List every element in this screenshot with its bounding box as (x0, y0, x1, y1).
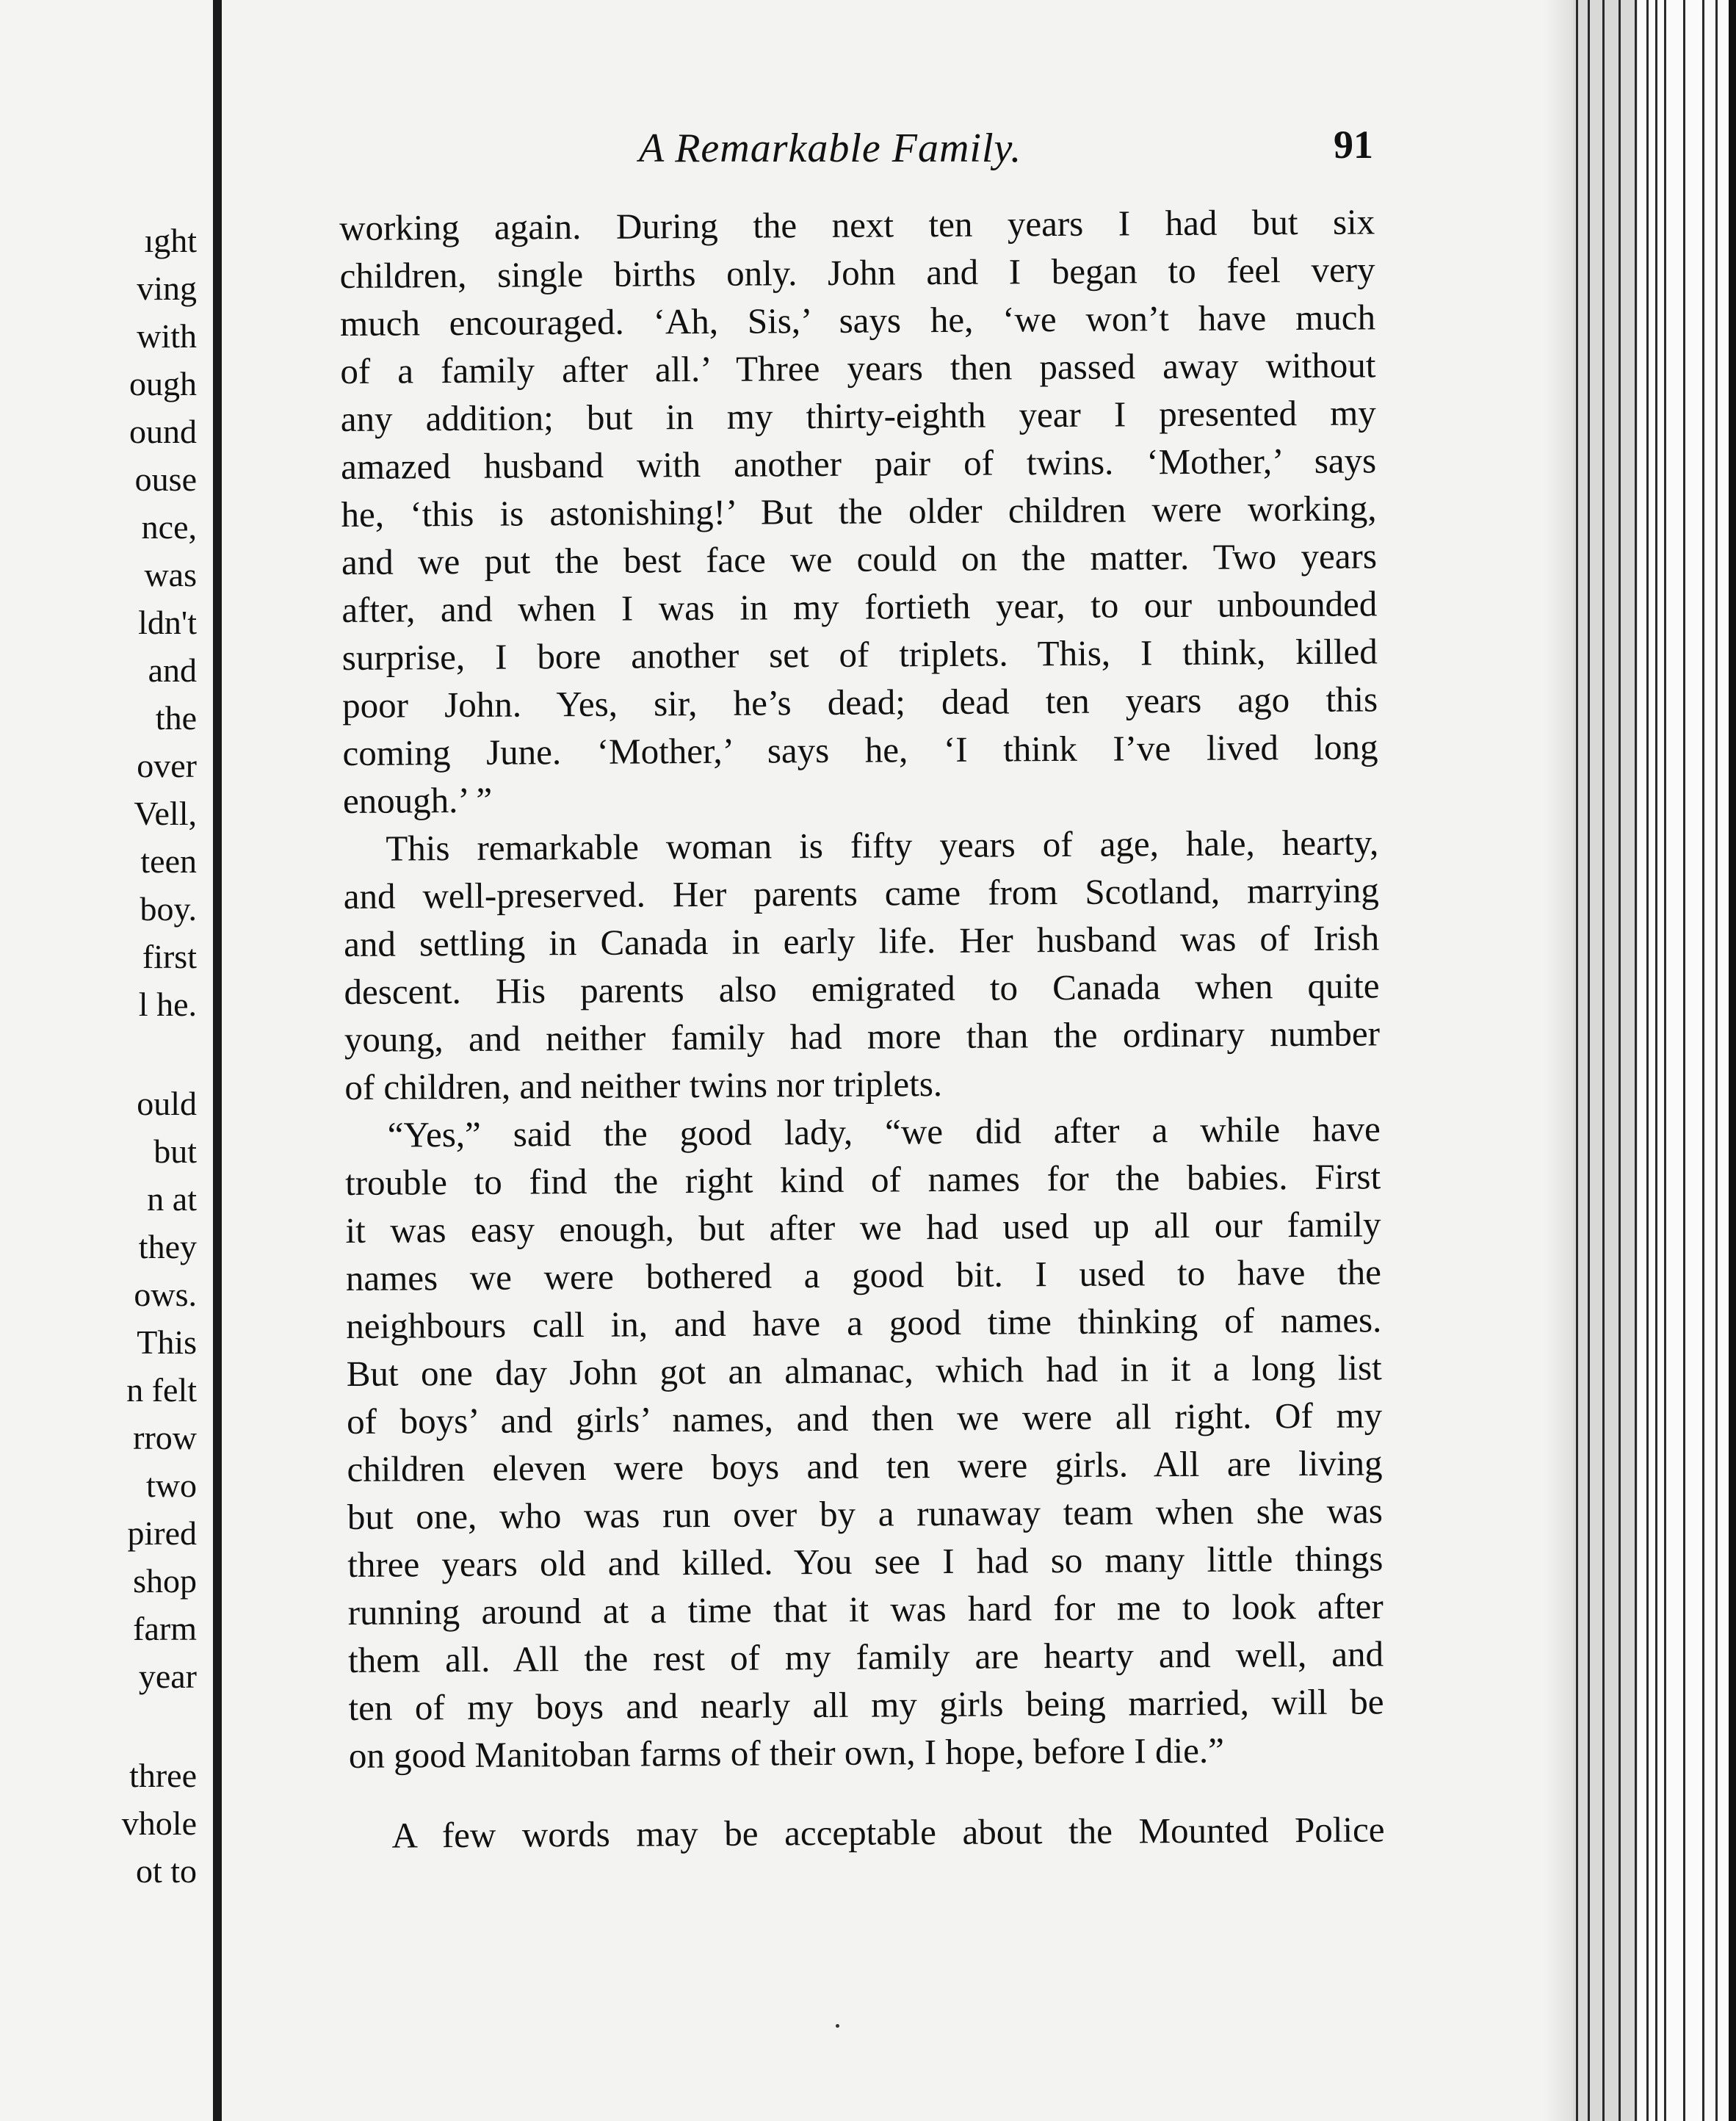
paragraph (345, 1105, 1385, 1779)
previous-page-line: ving (137, 270, 197, 307)
text-line: poor John. Yes, sir, he’s dead; dead ten years ago this (342, 679, 1378, 726)
previous-page-line: n at (147, 1180, 197, 1218)
previous-page-line: rrow (133, 1419, 197, 1456)
text-line: three years old and killed. You see I had so many little things (347, 1538, 1384, 1585)
text-line: and well-preserved. Her parents came from Scotland, marrying (343, 870, 1379, 917)
previous-page-line: ouse (134, 460, 197, 498)
previous-page-line: ould (137, 1085, 197, 1122)
previous-page-line: but (153, 1132, 197, 1170)
body-text (339, 198, 1385, 1860)
previous-page-line: boy. (140, 890, 197, 928)
text-line: enough.’ ” (342, 779, 493, 821)
previous-page-line: ows. (134, 1276, 197, 1313)
previous-page-line: three (129, 1757, 197, 1794)
paragraph (339, 198, 1378, 825)
page-edges (1573, 0, 1736, 2121)
previous-page-line: and (148, 651, 197, 689)
text-line: names we were bothered a good bit. I used to have the (345, 1251, 1382, 1298)
text-line: surprise, I bore another set of triplets. This, I think, killed (341, 631, 1378, 678)
text-line: ten of my boys and nearly all my girls being married, will be (348, 1681, 1384, 1728)
text-line: any addition; but in my thirty-eighth year I presented my (340, 392, 1376, 439)
previous-page-line: the (155, 699, 197, 737)
previous-page-line: ot to (135, 1852, 197, 1890)
previous-page-line: first (142, 938, 197, 975)
text-line: But one day John got an almanac, which had in it a long list (346, 1347, 1382, 1394)
paragraph (343, 818, 1380, 1111)
text-line: amazed husband with another pair of twins. ‘Mother,’ says (341, 440, 1377, 487)
text-line: neighbours call in, and have a good time thinking of names. (346, 1299, 1382, 1346)
text-line: children, single births only. John and I began to feel very (339, 249, 1375, 296)
previous-page-line: ıght (144, 222, 197, 259)
previous-page-line: two (146, 1467, 197, 1504)
previous-page-line: teen (140, 842, 197, 880)
print-speck (836, 2024, 839, 2028)
text-line: children eleven were boys and ten were girls. All are living (347, 1442, 1383, 1489)
text-line: descent. His parents also emigrated to Canada when quite (344, 965, 1380, 1012)
previous-page-line: shop (133, 1562, 197, 1600)
text-line: he, ‘this is astonishing!’ But the older children were working, (341, 488, 1377, 535)
running-head (397, 125, 1373, 176)
previous-page-line: ldn't (138, 604, 197, 641)
text-line: after, and when I was in my fortieth year, to our unbounded (341, 583, 1378, 630)
previous-page-line: l he. (138, 986, 197, 1023)
next-section-line: A few words may be acceptable about the Mounted Police (391, 1809, 1385, 1856)
previous-page-line: n felt (126, 1371, 197, 1409)
text-line: it was easy enough, but after we had used up all our family (345, 1204, 1381, 1251)
page-number: 91 (1334, 123, 1373, 167)
previous-page-line: ough (129, 365, 197, 402)
previous-page-line: farm (133, 1610, 197, 1647)
text-line: on good Manitoban farms of their own, I hope, before I die.” (348, 1730, 1225, 1776)
text-line: of boys’ and girls’ names, and then we were all right. Of my (346, 1395, 1383, 1442)
text-line: much encouraged. ‘Ah, Sis,’ says he, ‘we won’t have much (339, 297, 1376, 344)
text-line: This remarkable woman is fifty years of age, hale, hearty, (386, 822, 1379, 869)
previous-page-line: over (137, 747, 197, 784)
previous-page-line: was (144, 556, 197, 593)
previous-page-line: ound (129, 413, 197, 450)
previous-page-line: vhole (121, 1804, 197, 1842)
text-line: coming June. ‘Mother,’ says he, ‘I think I’ve lived long (342, 726, 1378, 773)
previous-page-fragment (0, 0, 213, 2121)
text-line: “Yes,” said the good lady, “we did after a while have (387, 1108, 1381, 1155)
text-line: them all. All the rest of my family are hearty and well, and (347, 1633, 1384, 1680)
book-gutter (213, 0, 222, 2121)
text-line: working again. During the next ten years I had but six (339, 201, 1375, 248)
text-line: of children, and neither twins nor triplets. (344, 1063, 943, 1108)
previous-page-line: they (138, 1228, 197, 1265)
previous-page-line: year (138, 1658, 197, 1695)
text-line: and we put the best face we could on the matter. Two years (341, 535, 1378, 582)
text-line: of a family after all.’ Three years then passed away without (340, 344, 1376, 391)
text-line: trouble to find the right kind of names for the babies. First (344, 1156, 1381, 1203)
previous-page-line: Vell, (134, 795, 197, 832)
text-line: but one, who was run over by a runaway team when she was (347, 1490, 1384, 1537)
text-line: young, and neither family had more than the ordinary number (344, 1013, 1381, 1060)
previous-page-line: with (137, 317, 197, 355)
text-line: and settling in Canada in early life. Her husband was of Irish (343, 917, 1380, 964)
previous-page-line: pired (127, 1514, 197, 1552)
running-title: A Remarkable Family. (639, 126, 1022, 171)
previous-page-line: This (137, 1323, 197, 1361)
text-line: running around at a time that it was hard for me to look after (347, 1586, 1384, 1633)
previous-page-line: nce, (141, 508, 197, 546)
